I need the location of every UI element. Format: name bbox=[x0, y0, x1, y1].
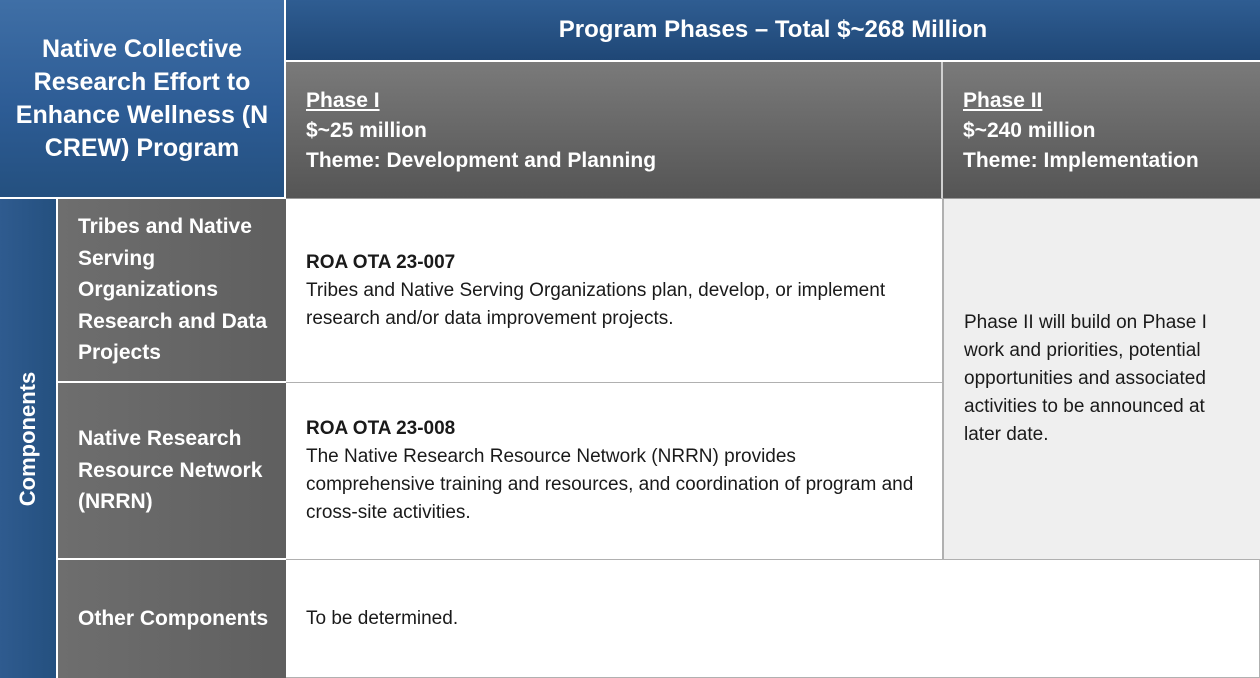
program-title: Native Collective Research Effort to Enhance Wellness (N CREW) Program bbox=[15, 34, 269, 162]
phase-2-theme: Theme: Implementation bbox=[963, 149, 1199, 172]
phase-1-header bbox=[286, 62, 943, 199]
row-body-other-components bbox=[286, 560, 1260, 678]
components-label: Components bbox=[15, 371, 40, 506]
roa-code: ROA OTA 23-008 bbox=[306, 418, 456, 439]
row-label-nrrn bbox=[58, 383, 286, 560]
row-label-text: Other Components bbox=[78, 607, 269, 631]
phase-2-description: Phase II will build on Phase I work and priorities, potential opportunities and associated activities to be announced at later date. bbox=[964, 312, 1207, 445]
row-description: The Native Research Resource Network (NRRN) provides comprehensive training and resources, and coordination of program and cross-site activities. bbox=[306, 446, 914, 523]
row-label-other-components bbox=[58, 560, 286, 678]
row-label-text: Native Research Resource Network (NRRN) bbox=[78, 427, 263, 514]
phase-2-title: Phase II bbox=[963, 89, 1043, 112]
components-label-cell bbox=[0, 199, 58, 678]
row-description: Tribes and Native Serving Organizations plan, develop, or implement research and/or data improvement projects. bbox=[306, 279, 886, 329]
phase-2-amount: $~240 million bbox=[963, 119, 1096, 142]
roa-code: ROA OTA 23-007 bbox=[306, 251, 456, 273]
phase-2-description-cell bbox=[943, 199, 1260, 560]
row-body-nrrn bbox=[286, 383, 943, 560]
phases-header bbox=[286, 0, 1260, 62]
row-description: To be determined. bbox=[306, 607, 459, 629]
row-body-research-projects bbox=[286, 199, 943, 383]
row-label-research-projects bbox=[58, 199, 286, 383]
program-title-cell bbox=[0, 0, 286, 199]
row-label-text: Tribes and Native Serving Organizations Research and Data Projects bbox=[78, 215, 268, 365]
phase-1-title: Phase I bbox=[306, 89, 380, 112]
phase-2-header bbox=[943, 62, 1260, 199]
phase-1-amount: $~25 million bbox=[306, 119, 427, 142]
phases-header-title: Program Phases – Total $~268 Million bbox=[558, 16, 988, 43]
phase-1-theme: Theme: Development and Planning bbox=[306, 149, 657, 172]
